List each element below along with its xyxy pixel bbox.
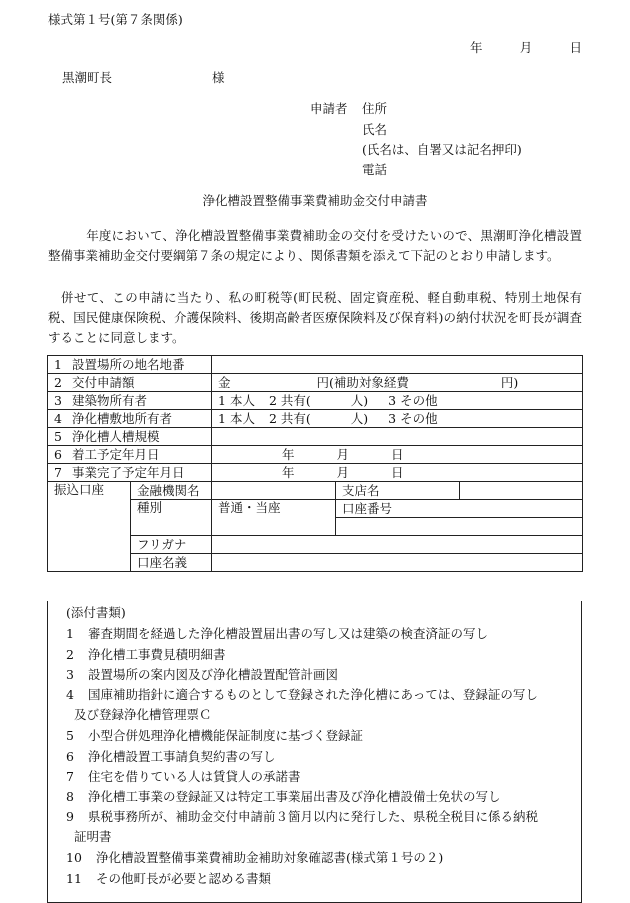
addressee xyxy=(62,70,225,86)
bank-institution-label: 金融機関名 xyxy=(131,482,212,500)
applicant-name-label: 氏名 xyxy=(362,122,388,137)
account-holder-label: 口座名義 xyxy=(131,554,212,572)
attachment-item: 6 浄化槽設置工事請負契約書の写し xyxy=(66,749,276,764)
attachment-item: 2 浄化槽工事費見積明細書 xyxy=(66,647,226,662)
table-row xyxy=(48,464,583,482)
date-day-label: 日 xyxy=(569,40,582,55)
attachments-heading: (添付書類) xyxy=(66,605,126,620)
attachment-item: 7 住宅を借りている人は賃貸人の承諾書 xyxy=(66,769,301,784)
account-type-value: 普通・当座 xyxy=(212,500,336,536)
application-paragraph: 年度において、浄化槽設置整備事業費補助金の交付を受けたいので、黒潮町浄化槽設置整備事業補助金交付要綱第７条の規定により、関係書類を添えて下記のとおり申請します。 xyxy=(48,228,582,263)
attachment-item: 3 設置場所の案内図及び浄化槽設置配管計画図 xyxy=(66,667,339,682)
attachment-item: 11 その他町長が必要と認める書類 xyxy=(66,871,272,886)
completion-date-value: 年 月 日 xyxy=(212,464,583,482)
account-number-value xyxy=(336,518,583,536)
application-table xyxy=(47,355,583,572)
table-row xyxy=(48,446,583,464)
addressee-name: 黒潮町長 xyxy=(62,70,113,85)
attachment-item: 1 審査期間を経過した浄化槽設置届出書の写し又は建築の検査済証の写し xyxy=(66,626,489,641)
form-number: 様式第１号(第７条関係) xyxy=(48,12,183,27)
account-holder-value xyxy=(212,554,583,572)
attachment-item: 10 浄化槽設置整備事業費補助金補助対象確認書(様式第１号の２) xyxy=(66,850,444,865)
date-month-label: 月 xyxy=(519,40,533,55)
consent-paragraph: 併せて、この申請に当たり、私の町税等(町民税、固定資産税、軽自動車税、特別土地保有税、国民健康保険税、介護保険料、後期高齢者医療保険料及び保育料)の納付状況を町長が調査することに同意します。 xyxy=(48,290,582,345)
row-label-completion-date: 7 事業完了予定年月日 xyxy=(48,464,212,482)
row-label-site-owner: 4 浄化槽敷地所有者 xyxy=(48,410,212,428)
bank-branch-label: 支店名 xyxy=(336,482,460,500)
row-label-building-owner: 3 建築物所有者 xyxy=(48,392,212,410)
tank-capacity-value xyxy=(212,428,583,446)
building-owner-options: 1 本人 2 共有( 人) 3 その他 xyxy=(212,392,583,410)
document-title: 浄化槽設置整備事業費補助金交付申請書 xyxy=(202,193,428,208)
table-row xyxy=(48,428,583,446)
bank-institution-value xyxy=(212,482,336,500)
account-number-label: 口座番号 xyxy=(336,500,583,518)
row-label-tank-capacity: 5 浄化槽人槽規模 xyxy=(48,428,212,446)
attachment-item: 9 県税事務所が、補助金交付申請前３箇月以内に発行した、県税全税目に係る納税 xyxy=(66,809,539,824)
table-row xyxy=(48,410,583,428)
date-line xyxy=(470,40,582,56)
row-label-site-address: 1 設置場所の地名地番 xyxy=(48,356,212,374)
row-label-start-date: 6 着工予定年月日 xyxy=(48,446,212,464)
table-row xyxy=(48,482,583,500)
bank-account-label: 振込口座 xyxy=(48,482,131,572)
date-year-label: 年 xyxy=(470,40,483,55)
application-amount-value: 金 円(補助対象経費 円) xyxy=(212,374,583,392)
addressee-honorific: 様 xyxy=(212,70,225,85)
applicant-phone-label: 電話 xyxy=(362,162,388,177)
start-date-value: 年 月 日 xyxy=(212,446,583,464)
bank-branch-value xyxy=(460,482,583,500)
applicant-address-label: 住所 xyxy=(362,101,388,116)
site-address-value xyxy=(212,356,583,374)
table-row xyxy=(48,392,583,410)
account-type-label: 種別 xyxy=(131,500,212,536)
applicant-address-row xyxy=(310,101,388,117)
furigana-value xyxy=(212,536,583,554)
attachments-section xyxy=(47,601,582,903)
applicant-label: 申請者 xyxy=(310,101,348,116)
table-row xyxy=(48,356,583,374)
attachment-item: 8 浄化槽工事業の登録証又は特定工事業届出書及び浄化槽設備士免状の写し xyxy=(66,789,501,804)
table-row xyxy=(48,374,583,392)
row-label-application-amount: 2 交付申請額 xyxy=(48,374,212,392)
attachment-item-continuation: 証明書 xyxy=(74,829,112,844)
attachment-item: 4 国庫補助指針に適合するものとして登録された浄化槽にあっては、登録証の写し xyxy=(66,687,538,702)
attachment-item: 5 小型合併処理浄化槽機能保証制度に基づく登録証 xyxy=(66,728,364,743)
site-owner-options: 1 本人 2 共有( 人) 3 その他 xyxy=(212,410,583,428)
attachment-item-continuation: 及び登録浄化槽管理票Ｃ xyxy=(74,707,212,722)
furigana-label: フリガナ xyxy=(131,536,212,554)
applicant-signature-note: (氏名は、自署又は記名押印) xyxy=(362,142,522,157)
